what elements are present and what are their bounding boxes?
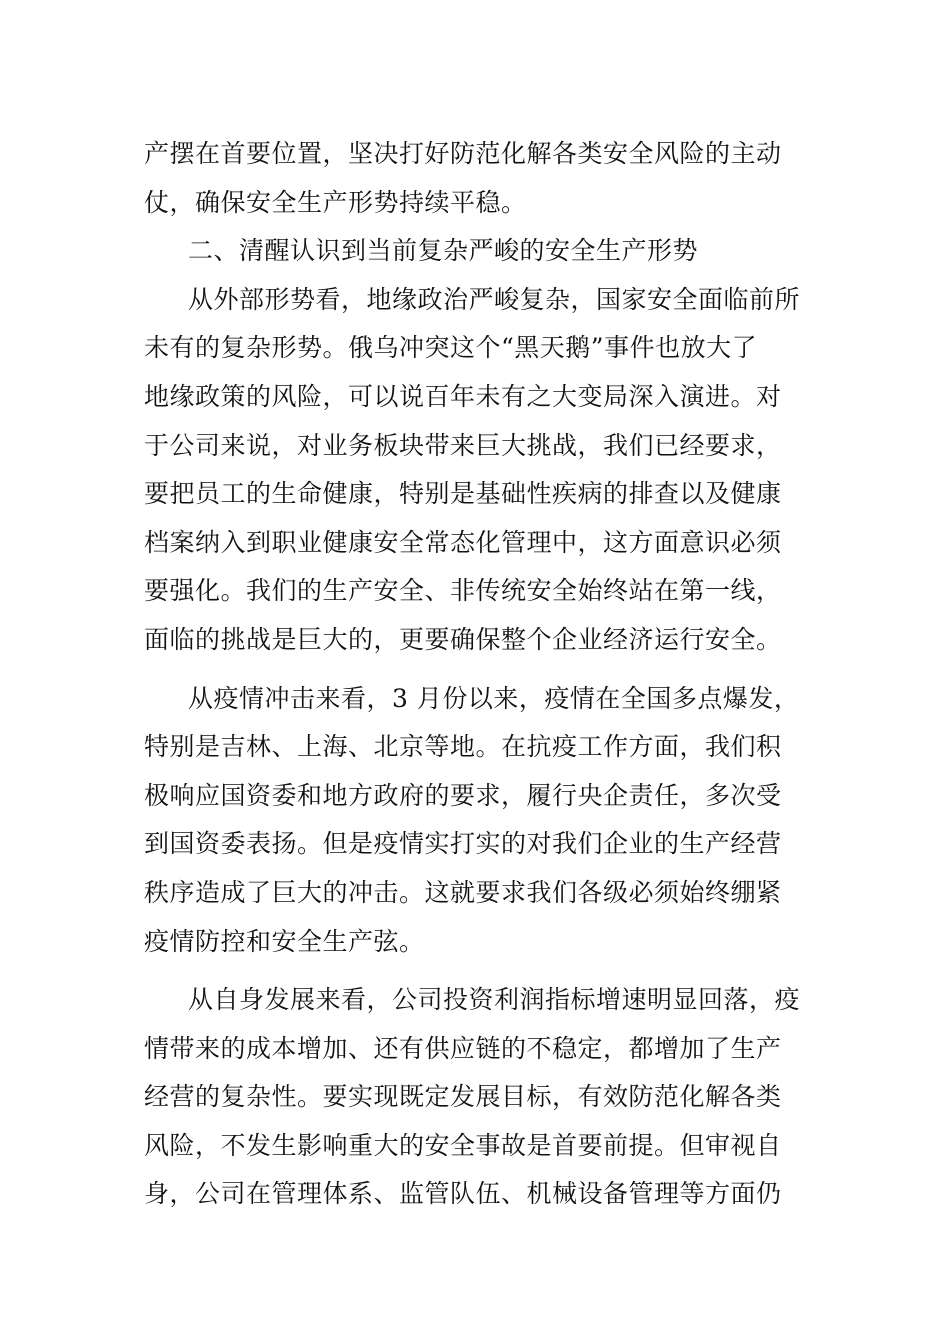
paragraph-line: 经营的复杂性。要实现既定发展目标，有效防范化解各类 xyxy=(144,1082,782,1112)
paragraph-line: 要把员工的生命健康，特别是基础性疾病的排查以及健康 xyxy=(144,479,782,509)
paragraph-line: 档案纳入到职业健康安全常态化管理中，这方面意识必须 xyxy=(144,527,782,557)
section-heading: 二、清醒认识到当前复杂严峻的安全生产形势 xyxy=(188,236,699,266)
paragraph-line: 未有的复杂形势。俄乌冲突这个“黑天鹅”事件也放大了 xyxy=(144,333,758,363)
paragraph-line: 特别是吉林、上海、北京等地。在抗疫工作方面，我们积 xyxy=(144,732,782,762)
paragraph-line: 地缘政策的风险，可以说百年未有之大变局深入演进。对 xyxy=(144,381,782,411)
paragraph-line: 要强化。我们的生产安全、非传统安全始终站在第一线， xyxy=(144,576,782,606)
paragraph-line: 身，公司在管理体系、监管队伍、机械设备管理等方面仍 xyxy=(144,1179,782,1209)
paragraph-line: 情带来的成本增加、还有供应链的不稳定，都增加了生产 xyxy=(144,1033,782,1063)
paragraph-line: 疫情防控和安全生产弦。 xyxy=(144,926,425,956)
paragraph-line: 秩序造成了巨大的冲击。这就要求我们各级必须始终绷紧 xyxy=(144,877,782,907)
paragraph-line: 从外部形势看，地缘政治严峻复杂，国家安全面临前所 xyxy=(188,284,801,314)
paragraph-gap xyxy=(144,665,824,675)
paragraph-line: 从自身发展来看，公司投资利润指标增速明显回落，疫 xyxy=(188,985,801,1015)
document-body xyxy=(144,130,824,1219)
paragraph-line: 产摆在首要位置，坚决打好防范化解各类安全风险的主动 xyxy=(144,139,782,168)
paragraph-line: 面临的挑战是巨大的，更要确保整个企业经济运行安全。 xyxy=(144,624,782,654)
paragraph-line: 极响应国资委和地方政府的要求，履行央企责任，多次受 xyxy=(144,780,782,810)
paragraph-gap xyxy=(144,966,824,976)
paragraph-line: 仗，确保安全生产形势持续平稳。 xyxy=(144,187,527,217)
paragraph-line: 风险，不发生影响重大的安全事故是首要前提。但审视自 xyxy=(144,1130,782,1160)
paragraph-line: 于公司来说，对业务板块带来巨大挑战，我们已经要求， xyxy=(144,430,782,460)
paragraph-line: 从疫情冲击来看，3 月份以来，疫情在全国多点爆发， xyxy=(188,683,800,713)
paragraph-line: 到国资委表扬。但是疫情实打实的对我们企业的生产经营 xyxy=(144,829,782,859)
